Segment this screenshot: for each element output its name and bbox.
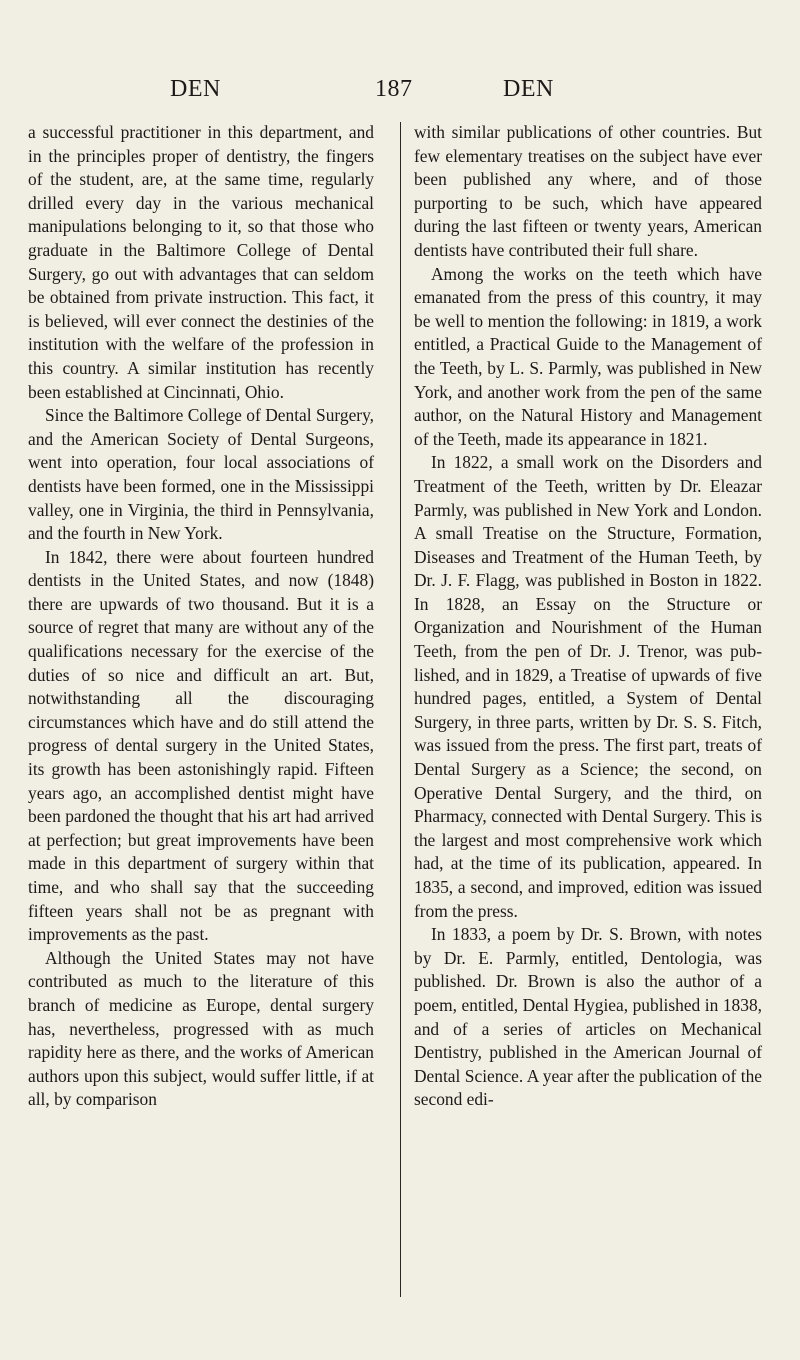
header-left-word: DEN [170,76,221,102]
paragraph: a successful practitioner in this department, and in the principles proper of dentistry, the fingers of the student, are, at the same time, regularly drilled every day in the various mechanical manipulations belonging to it, so that those who graduate in the Baltimore College of Dental Surgery, go out with advantages that can seldom be obtained from private instruction. This fact, it is believed, will ever connect the destinies of the institution with the welfare of the profession in this country. A similar institution has recently been established at Cincinnati, Ohio. [28,122,374,402]
paragraph: Among the works on the teeth which have emanated from the press of this country, it may be well to mention the following: in 1819, a work entitled, a Practical Guide to the Management of the Teeth, by L. S. Parmly, was published in New York, and another work from the pen of the same author, on the Natural History and Management of the Teeth, made its appearance in 1821. [414,263,762,449]
page-number: 187 [375,76,413,102]
column-divider [400,122,401,1297]
paragraph: Although the United States may not have contributed as much to the literature of this branch of medicine as Europe, dental surgery has, nevertheless, progressed with as much rapidity here as there, and the works of American authors upon this subject, would suffer little, if at all, by comparison [28,947,374,1110]
paragraph: In 1833, a poem by Dr. S. Brown, with notes by Dr. E. Parmly, entitled, Dentologia, was published. Dr. Brown is also the author of a poem, entitled, Dental Hygiea, published in 1838, and of a series of articles on Mechanical Dentistry, published in the American Journal of Dental Science. A year after the publication of the second edi- [414,924,762,1110]
running-header [0,76,800,106]
paragraph: with similar publications of other countries. But few elementary treatises on the subject have ever been published any where, and of those purporting to be such, which have appeared during the last fifteen or twenty years, American dentists have contributed their full share. [414,122,762,260]
left-column [28,121,374,1112]
paragraph: In 1822, a small work on the Disorders and Treatment of the Teeth, written by Dr. Eleazar Parmly, was published in New York and London. A small Treatise on the Structure, Formation, Diseases and Treatment of the Human Teeth, by Dr. J. F. Flagg, was published in Boston in 1822. In 1828, an Essay on the Structure or Organization and Nourishment of the Human Teeth, from the pen of Dr. J. Trenor, was published, and in 1829, a Treatise of upwards of five hundred pages, entitled, a System of Dental Surgery, in three parts, written by Dr. S. S. Fitch, was issued from the press. The first part, treats of Dental Surgery as a Science; the second, on Operative Dental Surgery, and the third, on Pharmacy, connected with Dental Surgery. This is the largest and most comprehensive work which had, at the time of its publication, appeared. In 1835, a second, and improved, edition was issued from the press. [414,452,762,921]
paragraph: Since the Baltimore College of Dental Surgery, and the American Society of Dental Surgeons, went into operation, four local associations of dentists have been formed, one in the Mississippi valley, one in Virginia, the third in Pennsylvania, and the fourth in New York. [28,405,374,544]
right-column [414,121,762,1112]
paragraph: In 1842, there were about fourteen hundred dentists in the United States, and now (1848) there are upwards of two thousand. But it is a source of regret that many are without any of the qualifications necessary for the exercise of the duties of so nice and difficult an art. But, notwithstanding all the discouraging circumstances which have and do still attend the progress of dental surgery in the United States, its growth has been astonishingly rapid. Fifteen years ago, an accomplished dentist might have been pardoned the thought that his art had arrived at perfection; but great improvements have been made in this department of surgery within that time, and who shall say that the succeeding fifteen years shall not be as pregnant with improvements as the past. [28,546,374,945]
header-right-word: DEN [503,76,554,102]
